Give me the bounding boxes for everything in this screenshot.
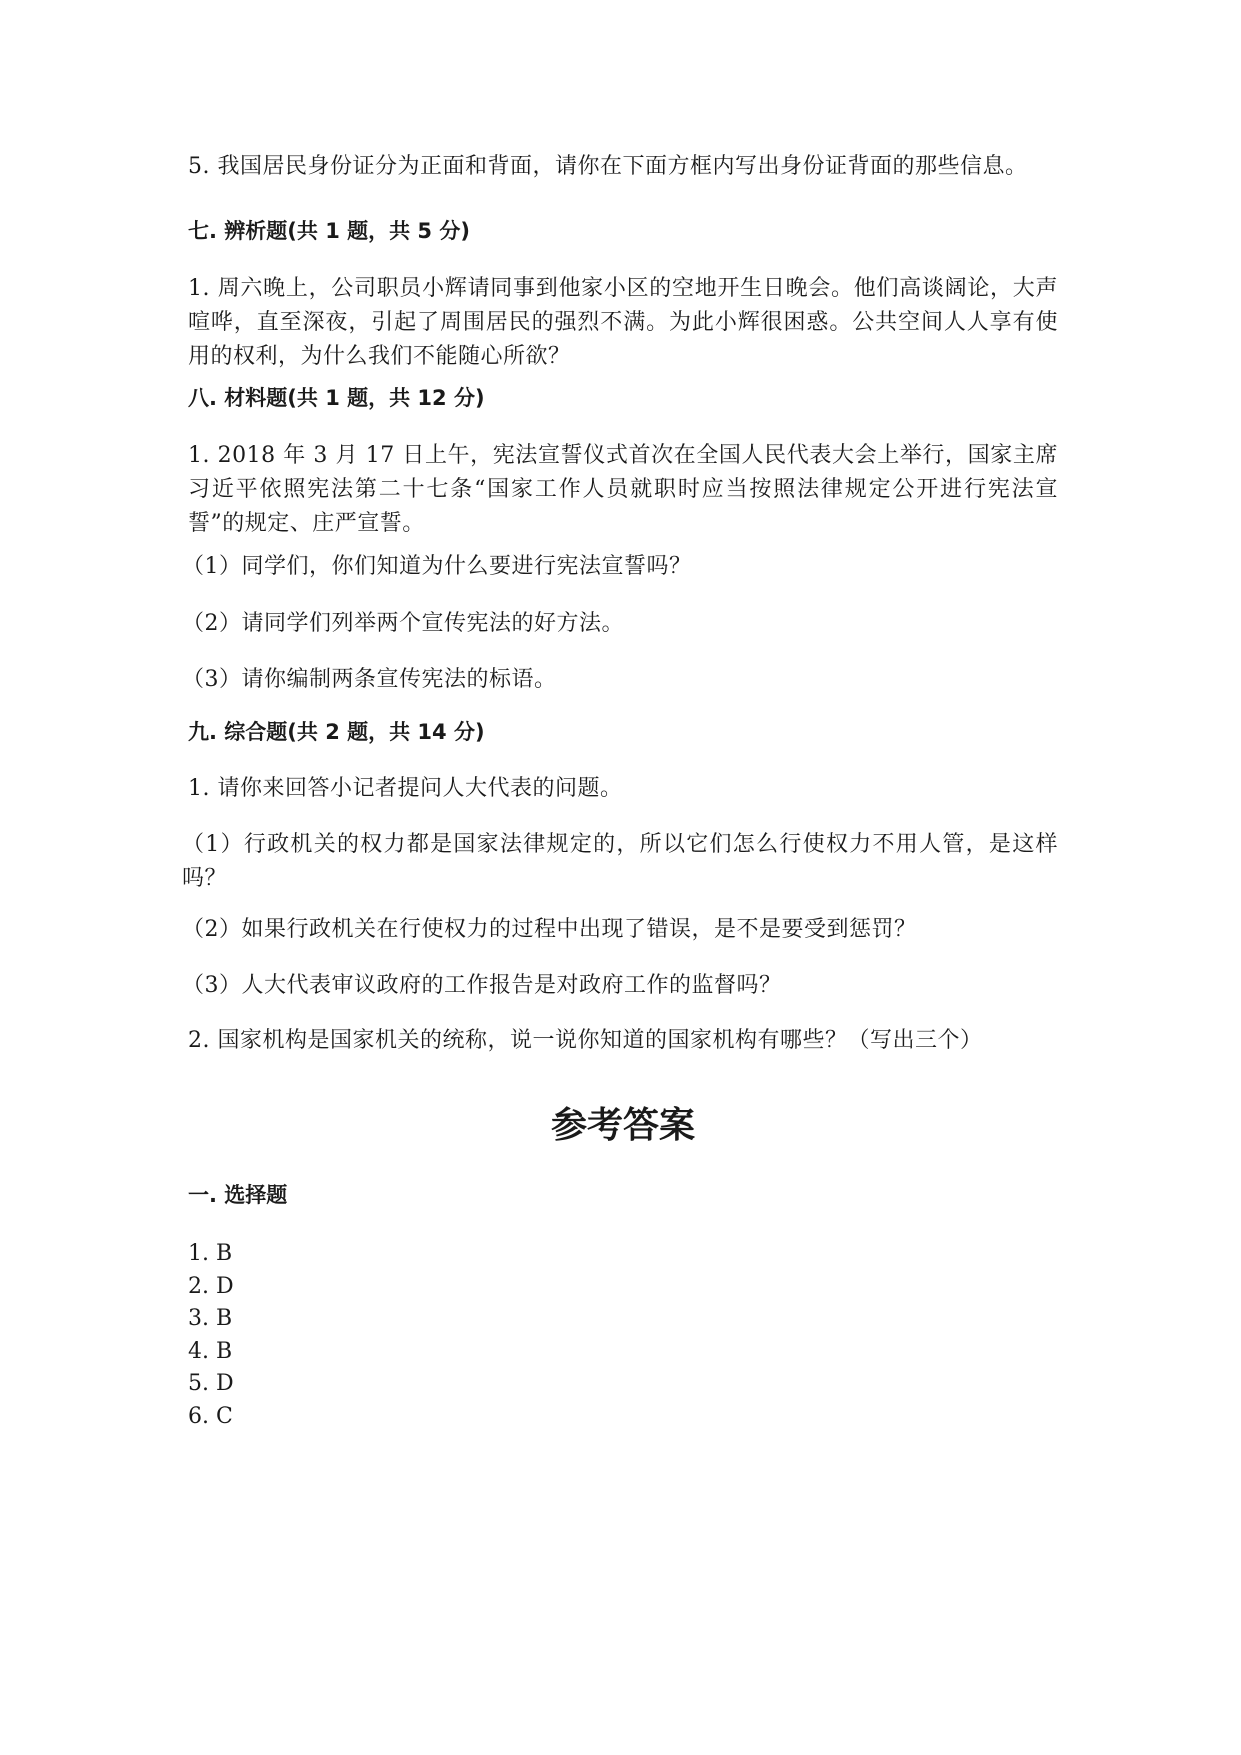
question-9-1-sub3: （3）人大代表审议政府的工作报告是对政府工作的监督吗？ bbox=[182, 973, 782, 998]
section-9-heading: 九. 综合题(共 2 题，共 14 分) bbox=[188, 720, 485, 744]
section-7-heading: 七. 辨析题(共 1 题，共 5 分) bbox=[188, 219, 470, 243]
answers-section-1-heading: 一. 选择题 bbox=[188, 1183, 288, 1207]
answer-item: 6. C bbox=[188, 1403, 233, 1429]
question-9-2: 2. 国家机构是国家机关的统称，说一说你知道的国家机构有哪些？（写出三个） bbox=[188, 1028, 983, 1053]
question-8-1-sub2: （2）请同学们列举两个宣传宪法的好方法。 bbox=[182, 611, 624, 636]
question-6-5: 5. 我国居民身份证分为正面和背面，请你在下面方框内写出身份证背面的那些信息。 bbox=[188, 154, 1028, 179]
question-8-1-sub1: （1）同学们，你们知道为什么要进行宪法宣誓吗？ bbox=[182, 554, 692, 579]
answer-item: 2. D bbox=[188, 1273, 234, 1299]
answers-list bbox=[188, 1238, 234, 1433]
answers-title: 参考答案 bbox=[550, 1105, 695, 1146]
answer-item: 4. B bbox=[188, 1338, 233, 1364]
question-7-1: 1. 周六晚上，公司职员小辉请同事到他家小区的空地开生日晚会。他们高谈阔论，大声喧哗，直至深夜，引起了周围居民的强烈不满。为此小辉很困惑。公共空间人人享有使用的权利，为什么我们不能随心所欲？ bbox=[188, 276, 1058, 369]
question-9-1-sub1: （1）行政机关的权力都是国家法律规定的，所以它们怎么行使权力不用人管，是这样吗？ bbox=[182, 832, 1058, 891]
answer-item: 5. D bbox=[188, 1371, 234, 1396]
answer-item: 1. B bbox=[188, 1241, 233, 1266]
question-9-1: 1. 请你来回答小记者提问人大代表的问题。 bbox=[188, 776, 623, 801]
answer-item: 3. B bbox=[188, 1306, 233, 1331]
question-8-1-sub3: （3）请你编制两条宣传宪法的标语。 bbox=[182, 667, 557, 692]
question-8-1: 1. 2018 年 3 月 17 日上午，宪法宣誓仪式首次在全国人民代表大会上举行，国家主席习近平依照宪法第二十七条“国家工作人员就职时应当按照法律规定公开进行宪法宣誓”的规定、庄严宣誓。 bbox=[188, 443, 1058, 536]
question-9-1-sub2: （2）如果行政机关在行使权力的过程中出现了错误，是不是要受到惩罚？ bbox=[182, 917, 917, 942]
section-8-heading: 八. 材料题(共 1 题，共 12 分) bbox=[188, 386, 485, 410]
